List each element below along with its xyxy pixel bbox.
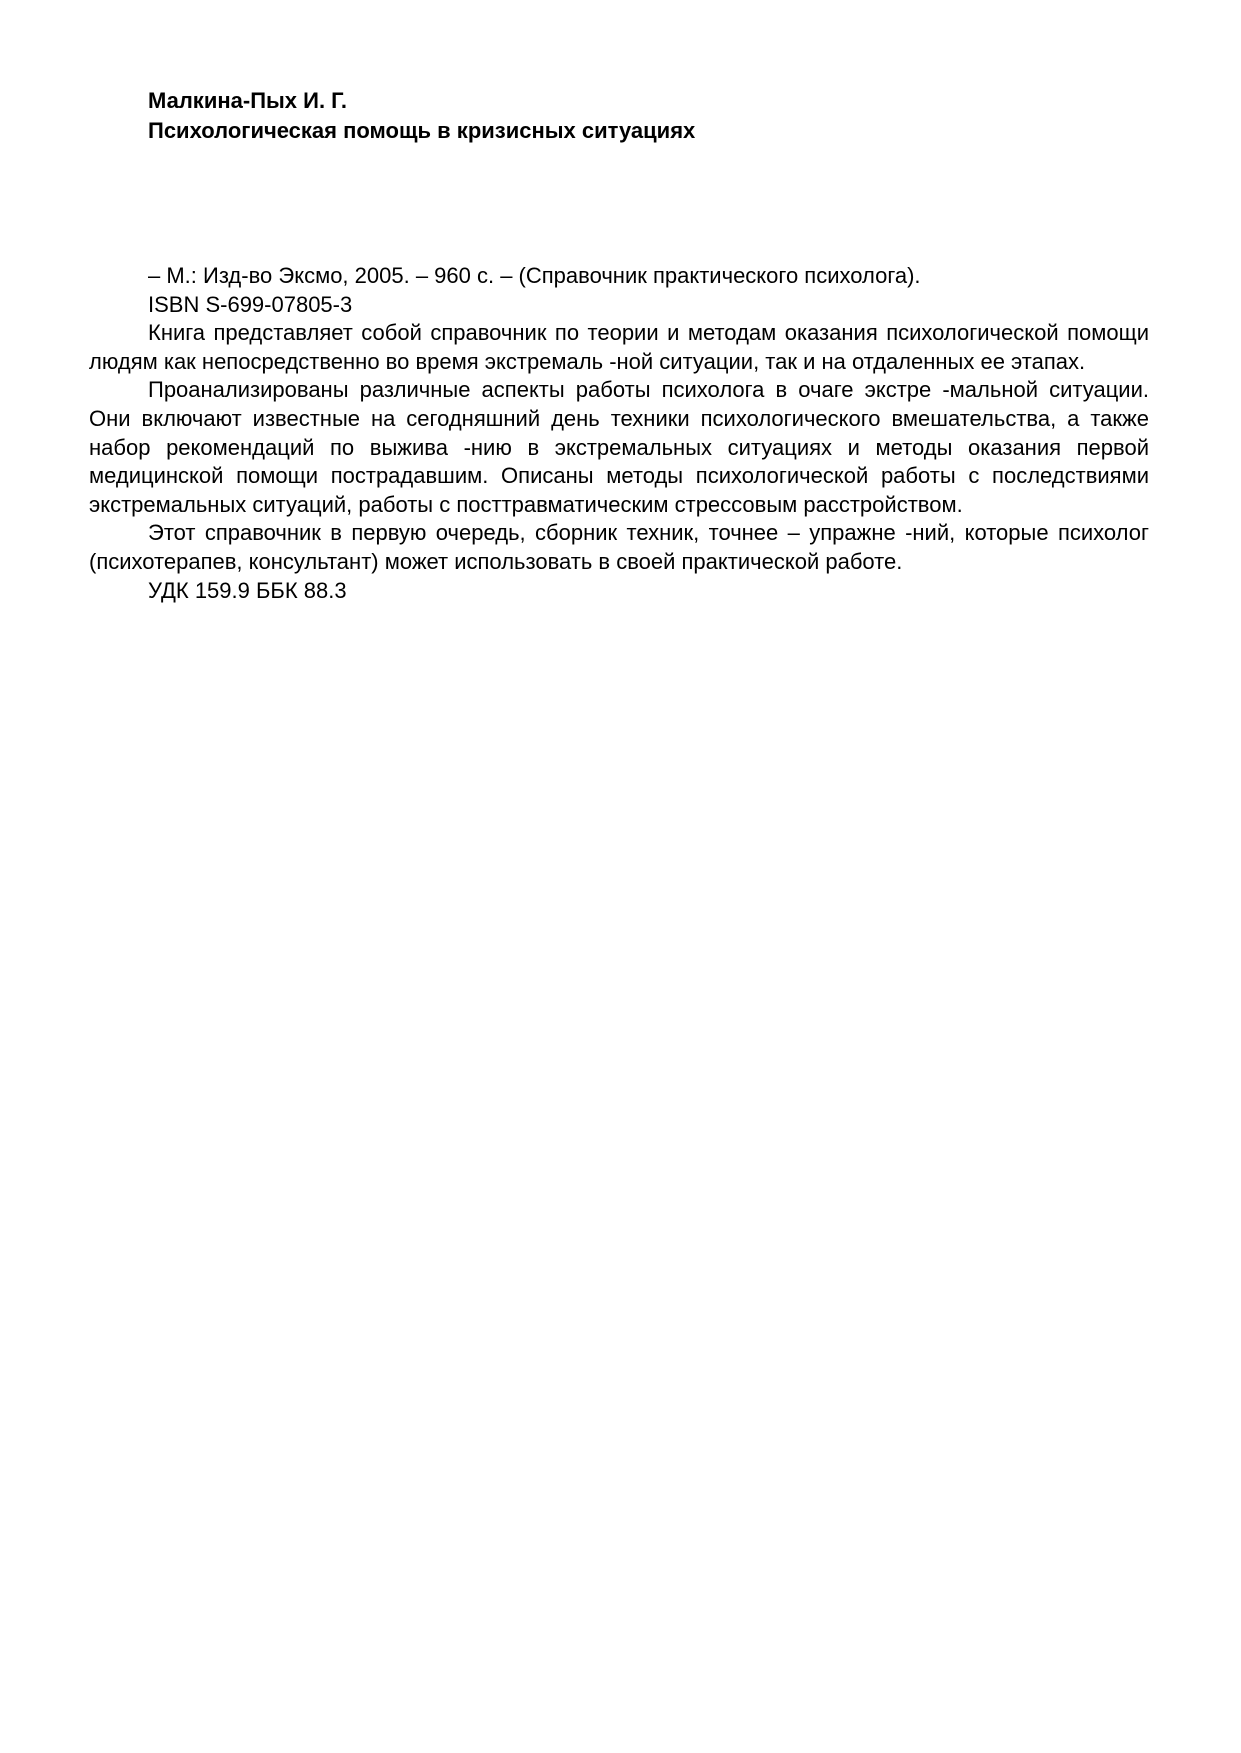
author-line: Малкина-Пых И. Г. xyxy=(148,88,348,113)
document-header xyxy=(148,86,1148,146)
publication-info: – М.: Изд-во Эксмо, 2005. – 960 с. – (Справочник практического психолога). xyxy=(148,263,921,288)
description-paragraph-3: Этот справочник в первую очередь, сборник техник, точнее – упражне -ний, которые психолог (психотерапев, консультант) может использовать в своей практической работе. xyxy=(89,520,1149,574)
book-title: Психологическая помощь в кризисных ситуациях xyxy=(148,118,696,143)
isbn-line: ISBN S-699-07805-3 xyxy=(148,291,353,317)
description-paragraph-2: Проанализированы различные аспекты работы психолога в очаге экстре -мальной ситуации. Они включают известные на сегодняшний день техники психологического вмешательства, а также набор рекомендаций по выжива -нию в экстремальных ситуациях и методы оказания первой медицинской помощи пострадавшим. Описаны методы психологической работы с последствиями экстремальных ситуаций, работы с посттравматическим стрессовым расстройством. xyxy=(89,377,1149,517)
description-paragraph-1: Книга представляет собой справочник по теории и методам оказания психологической помощи людям как непосредственно во время экстремаль -ной ситуации, так и на отдаленных ее этапах. xyxy=(89,320,1149,374)
document-body xyxy=(89,262,1149,605)
classification-line: УДК 159.9 ББК 88.3 xyxy=(148,577,347,603)
